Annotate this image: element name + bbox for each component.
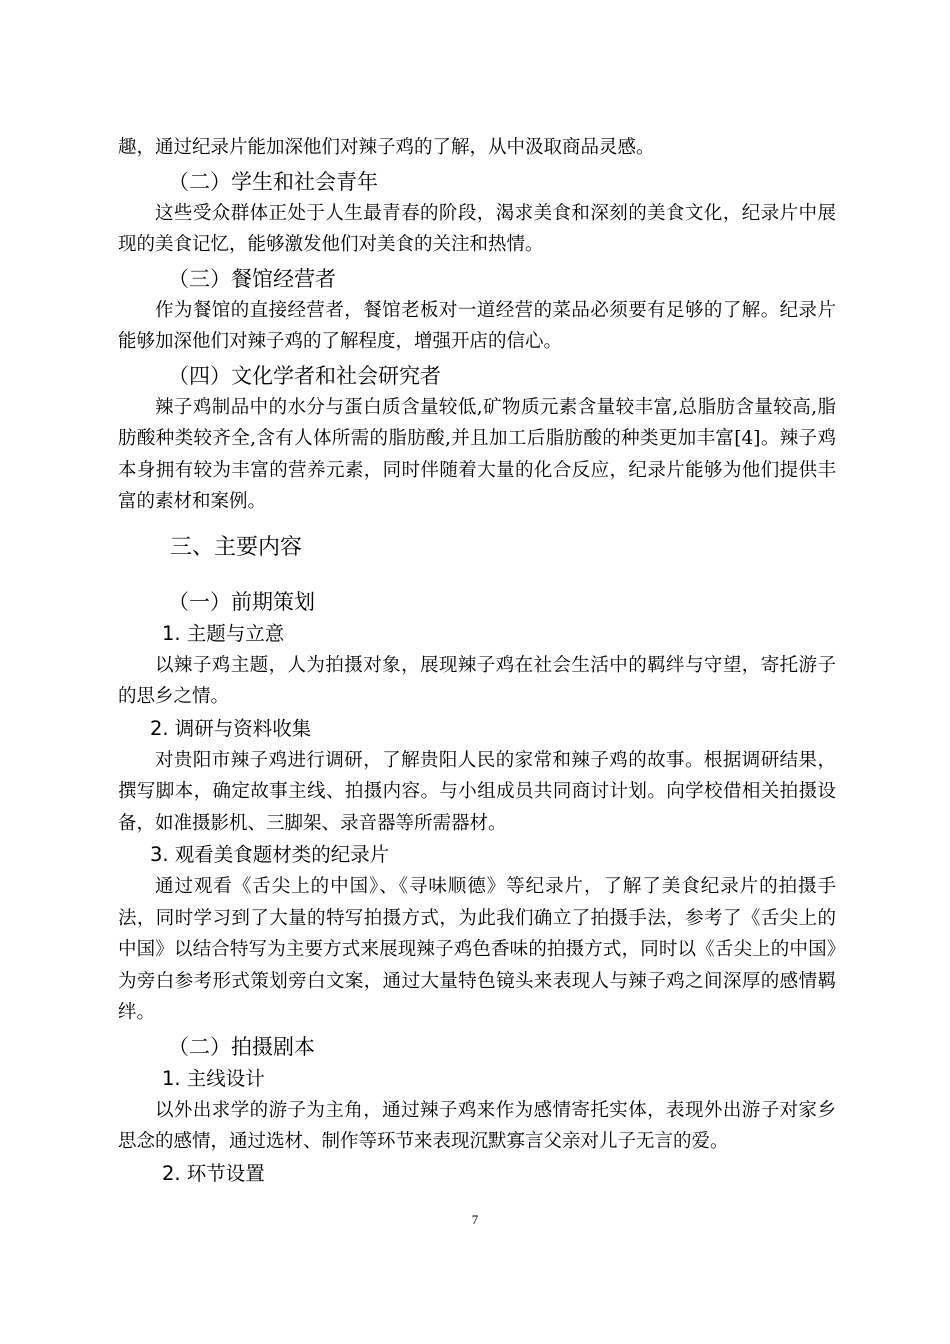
paragraph-restaurant-operators: 作为餐馆的直接经营者，餐馆老板对一道经营的菜品必须要有足够的了解。纪录片能够加深他们对辣子鸡的了解程度，增强开店的信心。: [118, 299, 836, 352]
heading-shooting-script: （二）拍摄剧本: [168, 1034, 315, 1059]
heading-main-content: 三、主要内容: [170, 534, 303, 560]
paragraph-main-line: 以外出求学的游子为主角，通过辣子鸡来作为感情寄托实体，表现外出游子对家乡思念的感情，通过选材、制作等环节来表现沉默寡言父亲对儿子无言的爱。: [118, 1099, 836, 1152]
paragraph-students-youth: 这些受众群体正处于人生最青春的阶段，渴求美食和深刻的美食文化，纪录片中展现的美食记忆，能够激发他们对美食的关注和热情。: [118, 202, 836, 255]
heading-segments: 2. 环节设置: [162, 1161, 265, 1185]
heading-watch-documentaries: 3. 观看美食题材类的纪录片: [150, 843, 390, 866]
document-page: [118, 132, 836, 1190]
paragraph-cultural-scholars: 辣子鸡制品中的水分与蛋白质含量较低,矿物质元素含量较丰富,总脂肪含量较高,脂肪酸种类较齐全,含有人体所需的脂肪酸,并且加工后脂肪酸的种类更加丰富[4]。辣子鸡本身拥有较为丰富的营养元素，同时伴随着大量的化合反应，纪录片能够为他们提供丰富的素材和案例。: [118, 396, 836, 512]
paragraph-watch-documentaries: 通过观看《舌尖上的中国》、《寻味顺德》等纪录片，了解了美食纪录片的拍摄手法，同时学习到了大量的特写拍摄方式，为此我们确立了拍摄手法，参考了《舌尖上的中国》以结合特写为主要方式来展现辣子鸡色香味的拍摄方式，同时以《舌尖上的中国》为旁白参考形式策划旁白文案，通过大量特色镜头来表现人与辣子鸡之间深厚的感情羁绊。: [118, 876, 836, 1023]
heading-cultural-scholars: （四）文化学者和社会研究者: [168, 363, 441, 388]
heading-pre-planning: （一）前期策划: [168, 589, 315, 614]
heading-theme: 1. 主题与立意: [162, 621, 285, 645]
page-number: 7: [471, 1212, 479, 1227]
heading-restaurant-operators: （三）餐馆经营者: [168, 266, 336, 291]
heading-students-youth: （二）学生和社会青年: [168, 169, 378, 194]
paragraph-theme: 以辣子鸡主题，人为拍摄对象，展现辣子鸡在社会生活中的羁绊与守望，寄托游子的思乡之情。: [118, 654, 836, 707]
heading-research: 2. 调研与资料收集: [150, 716, 312, 740]
paragraph-research: 对贵阳市辣子鸡进行调研，了解贵阳人民的家常和辣子鸡的故事。根据调研结果，撰写脚本，确定故事主线、拍摄内容。与小组成员共同商讨计划。向学校借相关拍摄设备，如准摄影机、三脚架、录音器等所需器材。: [118, 749, 836, 834]
heading-main-line: 1. 主线设计: [162, 1066, 265, 1090]
paragraph-continuation: 趣，通过纪录片能加深他们对辣子鸡的了解，从中汲取商品灵感。: [118, 137, 655, 158]
